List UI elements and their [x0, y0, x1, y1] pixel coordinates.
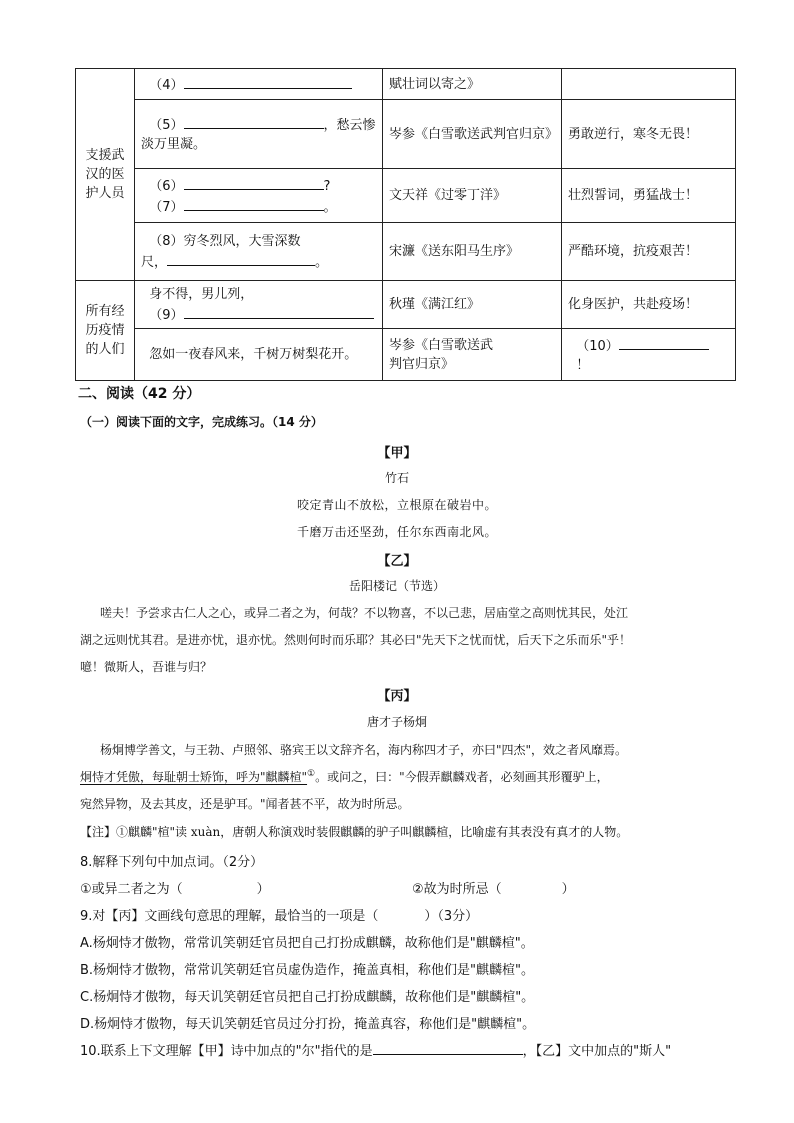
item-label: （9）: [149, 307, 184, 323]
answer-blank-8[interactable]: [167, 251, 315, 266]
question-text: 10.联系上下文理解【甲】诗中加点的"尔"指代的是: [80, 1044, 373, 1059]
item-label: （7）: [149, 199, 184, 215]
poem-line: 千磨万击还坚劲，任尔东西南北风。: [296, 525, 497, 539]
cell-fill-8: [135, 223, 383, 281]
table-row: [76, 100, 736, 169]
cell-fill-9: [135, 281, 383, 329]
table-row: [76, 69, 736, 100]
cell-comment: 勇敢逆行，寒冬无畏！: [562, 100, 736, 169]
item-label: （10）: [576, 338, 619, 354]
option-a: A.杨炯恃才傲物，常常讥笑朝廷官员把自己打扮成麒麟，故称他们是"麒麟楦"。: [80, 936, 534, 951]
question-8-a: [80, 878, 270, 897]
cell-fill-10: [562, 329, 736, 381]
item-text: （8）穷冬烈风，大雪深数: [149, 233, 301, 249]
answer-blank-4[interactable]: [184, 74, 352, 89]
table-row: [76, 169, 736, 223]
cell-source: 赋壮词以寄之》: [383, 69, 562, 100]
passage-text-rest: 。或问之，曰："今假弄麒麟戏者，必刻画其形覆驴上，: [315, 770, 609, 784]
item-text: 尺，: [141, 254, 168, 270]
cell-poem: [135, 329, 383, 381]
item-label: （4）: [149, 77, 184, 93]
option-d: D.杨炯恃才傲物，每天讥笑朝廷官员过分打扮，掩盖真容，称他们是"麒麟楦"。: [80, 1017, 536, 1032]
table-row: [76, 281, 736, 329]
item-label: （6）: [149, 178, 184, 194]
footnote-mark: ①: [307, 769, 316, 779]
item-text: ！: [576, 357, 590, 373]
source-line: 判官归京》: [389, 356, 455, 372]
cell-source: [383, 329, 562, 381]
question-text: ）: [561, 882, 575, 897]
item-label: （5）: [149, 118, 184, 133]
question-text: ）: [256, 882, 270, 897]
poem-title: 竹石: [384, 471, 409, 485]
answer-blank[interactable]: [373, 1040, 523, 1055]
question-9-stem: [80, 905, 478, 924]
question-10: [80, 1040, 671, 1059]
cell-comment: 严酷环境，抗疫艰苦！: [562, 223, 736, 281]
group-label-everyone: 所有经历疫情的人们: [76, 281, 135, 381]
option-c: C.杨炯恃才傲物，每天讥笑朝廷官员把自己打扮成麒麟，故称他们是"麒麟楦"。: [80, 990, 535, 1005]
question-text: ①或异二者之为（: [80, 882, 183, 897]
footnote: 【注】①麒麟"楦"读 xuàn，唐朝人称演戏时装假麒麟的驴子叫麒麟楦，比喻虚有其表没有真才的人物。: [80, 825, 629, 839]
answer-blank-6[interactable]: [184, 175, 324, 190]
answer-blank-10[interactable]: [619, 335, 709, 350]
answer-blank-5[interactable]: [184, 114, 324, 129]
question-text: ，【乙】文中加点的"斯人": [522, 1044, 672, 1059]
table-row: [76, 329, 736, 381]
cell-source: 文天祥《过零丁洋》: [383, 169, 562, 223]
passage-text: [80, 768, 609, 785]
item-text: 。: [323, 199, 337, 215]
subsection-heading: （一）阅读下面的文字，完成练习。（14 分）: [80, 415, 323, 429]
passage-title: 唐才子杨炯: [366, 715, 427, 729]
passage-title: 岳阳楼记（节选）: [348, 579, 445, 593]
cell-source: 秋瑾《满江红》: [383, 281, 562, 329]
item-text: ?: [323, 178, 331, 194]
source-line: 岑参《白雪歌送武: [389, 337, 494, 353]
cell-comment: 化身医护，共赴疫场！: [562, 281, 736, 329]
group-label-medics: 支援武汉的医护人员: [76, 69, 135, 281]
answer-blank-9[interactable]: [184, 304, 374, 319]
poem-line: 咬定青山不放松，立根原在破岩中。: [296, 498, 497, 512]
item-text: 忽如一夜春风来，千树万树梨花开。: [149, 347, 358, 362]
passage-text: 噫！微斯人，吾谁与归？: [80, 660, 213, 674]
passage-tag-bing: 【丙】: [377, 689, 417, 704]
cell-source: 宋濂《送东阳马生序》: [383, 223, 562, 281]
section-heading: 二、阅读（42 分）: [78, 386, 201, 402]
cell-fill-5: [135, 100, 383, 169]
question-text: 9.对【丙】文画线句意思的理解，最恰当的一项是（: [80, 909, 379, 924]
question-8-stem: 8.解释下列句中加点词。（2分）: [80, 855, 264, 870]
passage-text: 杨炯博学善文，与王勃、卢照邻、骆宾王以文辞齐名，海内称四才子，亦曰"四杰"，效之者风靡焉。: [100, 743, 628, 757]
cell-fill-6-7: [135, 169, 383, 223]
passage-tag-yi: 【乙】: [377, 554, 417, 569]
item-text: ，愁云惨: [323, 118, 376, 133]
cell-source: 岑参《白雪歌送武判官归京》: [383, 100, 562, 169]
passage-text: 嗟夫！予尝求古仁人之心，或异二者之为，何哉？不以物喜，不以己悲，居庙堂之高则忧其民，处江: [100, 606, 629, 620]
passage-tag-jia: 【甲】: [377, 446, 417, 461]
poetry-table: [75, 68, 736, 381]
answer-blank-7[interactable]: [184, 196, 324, 211]
question-text: ）（3分）: [424, 909, 479, 924]
cell-fill-4: [135, 69, 383, 100]
option-b: B.杨炯恃才傲物，常常讥笑朝廷官员虚伪造作，掩盖真相，称他们是"麒麟楦"。: [80, 963, 535, 978]
table-row: [76, 223, 736, 281]
passage-text: 宛然异物，及去其皮，还是驴耳。"闻者甚不平，故为时所忌。: [80, 797, 410, 811]
question-8-b: [412, 878, 575, 897]
item-text: 。: [315, 254, 329, 270]
item-text: 身不得，男儿列，: [149, 286, 254, 302]
cell-comment: 壮烈誓词，勇猛战士！: [562, 169, 736, 223]
underlined-sentence: 炯恃才凭傲，每耻朝士矫饰，呼为"麒麟楦": [80, 770, 308, 784]
passage-text: 湖之远则忧其君。是进亦忧，退亦忧。然则何时而乐耶？其必曰"先天下之忧而忧，后天下之乐而乐"乎！: [80, 633, 632, 647]
question-text: ②故为时所忌（: [412, 882, 502, 897]
item-text: 淡万里凝。: [141, 137, 207, 152]
cell-comment: [562, 69, 736, 100]
